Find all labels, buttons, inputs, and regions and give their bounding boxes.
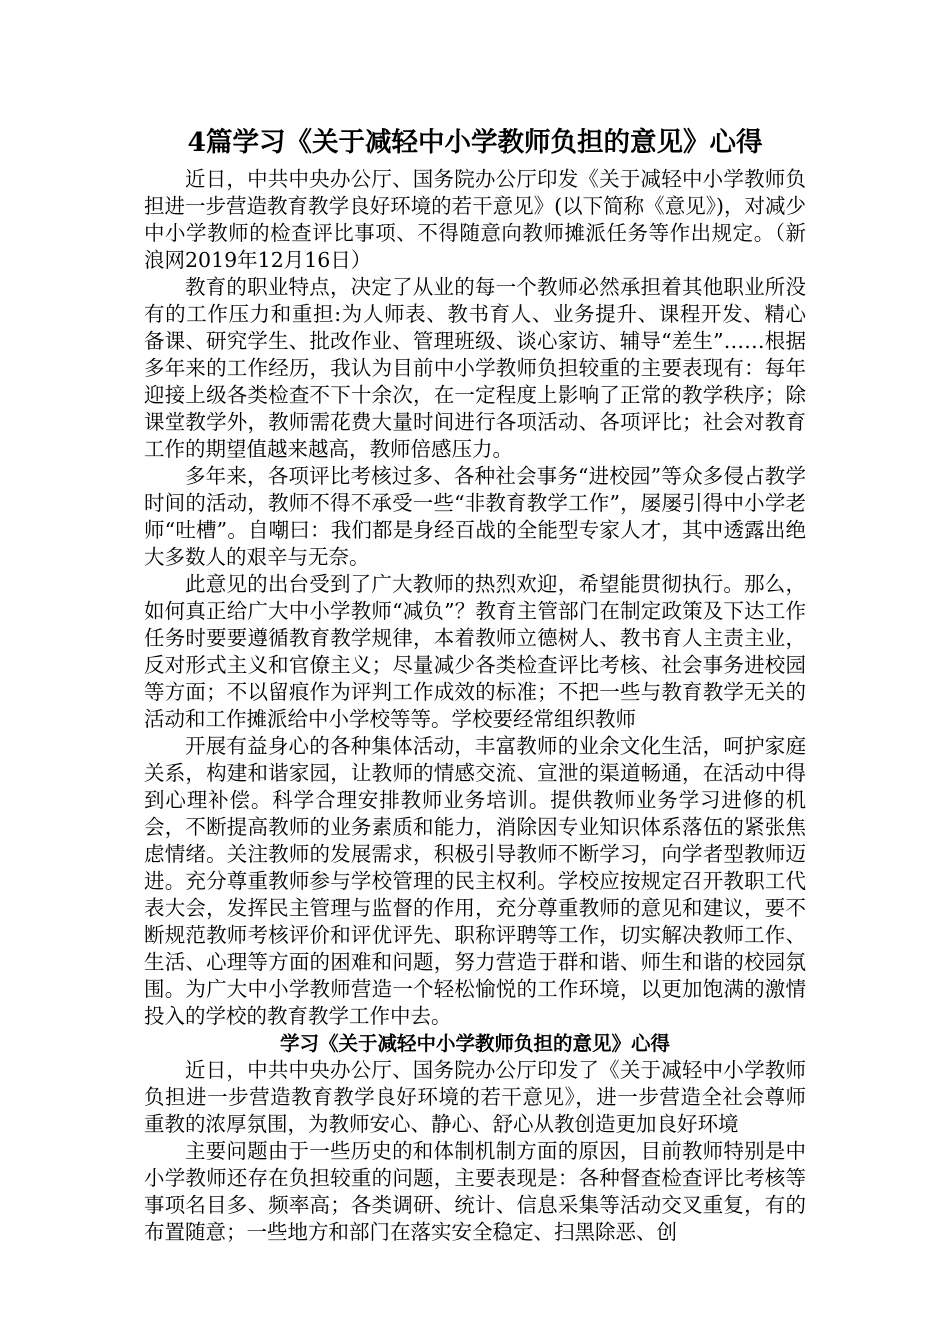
section-paragraph-2: 主要问题由于一些历史的和体制机制方面的原因，目前教师特别是中小学教师还存在负担较重的问题，主要表现是：各种督查检查评比考核等事项名目多、频率高；各类调研、统计、信息采集等活动交叉重复，有的布置随意；一些地方和部门在落实安全稳定、扫黑除恶、创 [144, 1139, 806, 1244]
document-page [144, 124, 806, 1246]
document-title: 4篇学习《关于减轻中小学教师负担的意见》心得 [187, 127, 763, 158]
section-paragraph-1: 近日，中共中央办公厅、国务院办公厅印发了《关于减轻中小学教师负担进一步营造教育教学良好环境的若干意见》，进一步营造全社会尊师重教的浓厚氛围，为教师安心、静心、舒心从教创造更加良好环境 [144, 1058, 806, 1136]
paragraph-4: 此意见的出台受到了广大教师的热烈欢迎，希望能贯彻执行。那么，如何真正给广大中小学教师“减负”？教育主管部门在制定政策及下达工作任务时要要遵循教育教学规律，本着教师立德树人、教书育人主责主业，反对形式主义和官僚主义；尽量减少各类检查评比考核、社会事务进校园等方面；不以留痕作为评判工作成效的标准；不把一些与教育教学无关的活动和工作摊派给中小学校等等。学校要经常组织教师 [144, 572, 806, 731]
paragraph-2: 教育的职业特点，决定了从业的每一个教师必然承担着其他职业所没有的工作压力和重担:为人师表、教书育人、业务提升、课程开发、精心备课、研究学生、批改作业、管理班级、谈心家访、辅导“差生”……根据多年来的工作经历，我认为目前中小学教师负担较重的主要表现有：每年迎接上级各类检查不下十余次，在一定程度上影响了正常的教学秩序；除课堂教学外，教师需花费大量时间进行各项活动、各项评比；社会对教育工作的期望值越来越高，教师倍感压力。 [144, 275, 806, 461]
paragraph-3: 多年来，各项评比考核过多、各种社会事务“进校园”等众多侵占教学时间的活动，教师不得不承受一些“非教育教学工作”，屡屡引得中小学老师“吐槽”。自嘲曰：我们都是身经百战的全能型专家人才，其中透露出绝大多数人的艰辛与无奈。 [144, 464, 806, 569]
section-title: 学习《关于减轻中小学教师负担的意见》心得 [279, 1032, 670, 1055]
paragraph-5: 开展有益身心的各种集体活动，丰富教师的业余文化生活，呵护家庭关系，构建和谐家园，让教师的情感交流、宣泄的渠道畅通，在活动中得到心理补偿。科学合理安排教师业务培训。提供教师业务学习进修的机会，不断提高教师的业务素质和能力，消除因专业知识体系落伍的紧张焦虑情绪。关注教师的发展需求，积极引导教师不断学习，向学者型教师迈进。充分尊重教师参与学校管理的民主权利。学校应按规定召开教职工代表大会，发挥民主管理与监督的作用，充分尊重教师的意见和建议，要不断规范教师考核评价和评优评先、职称评聘等工作，切实解决教师工作、生活、心理等方面的困难和问题，努力营造于群和谐、师生和谐的校园氛围。为广大中小学教师营造一个轻松愉悦的工作环境，以更加饱满的激情投入的学校的教育教学工作中去。 [144, 734, 806, 1028]
paragraph-1: 近日，中共中央办公厅、国务院办公厅印发《关于减轻中小学教师负担进一步营造教育教学良好环境的若干意见》(以下简称《意见》)，对减少中小学教师的检查评比事项、不得随意向教师摊派任务等作出规定。（新浪网2019年12月16日） [144, 167, 806, 272]
